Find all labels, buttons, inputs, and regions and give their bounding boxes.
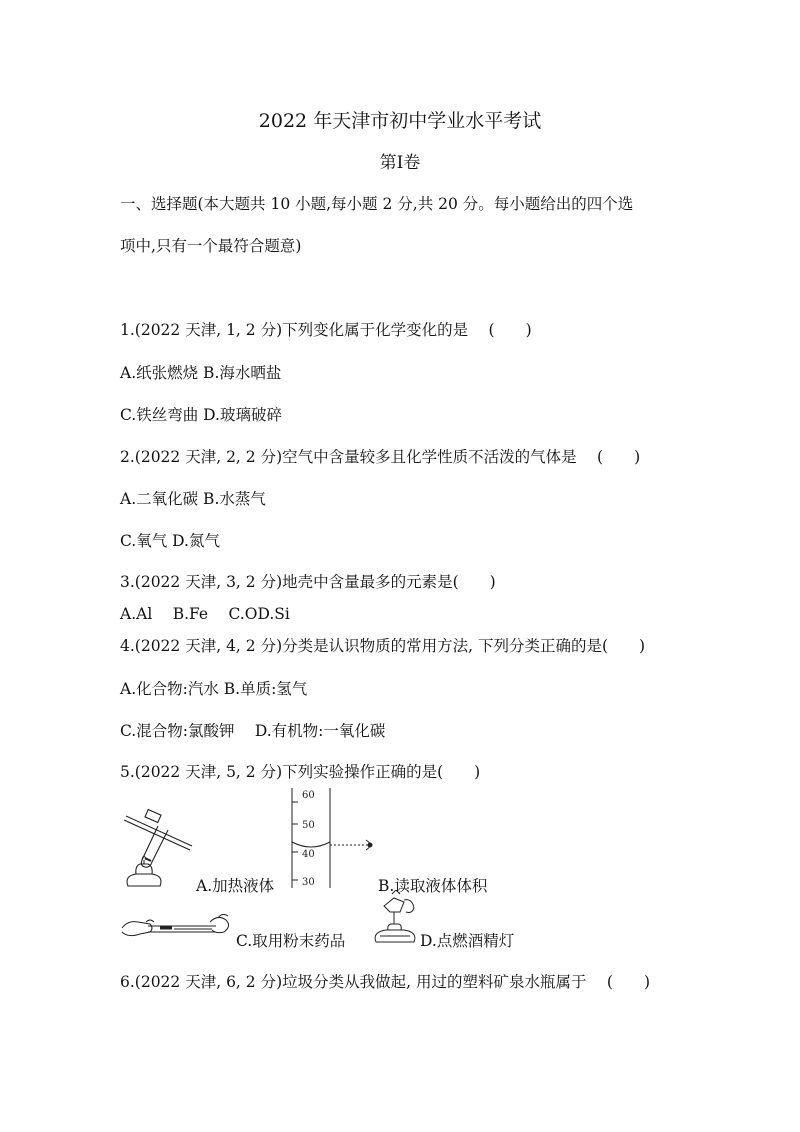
powder-reagent-figure bbox=[120, 906, 238, 946]
section-instructions-line1: 一、选择题(本大题共 10 小题,每小题 2 分,共 20 分。每小题给出的四个选 bbox=[120, 195, 634, 213]
question-2-options-ab: A.二氧化碳 B.水蒸气 bbox=[120, 490, 266, 508]
cylinder-tick-60: 60 bbox=[302, 790, 315, 801]
figure-b-label: B.读取液体体积 bbox=[378, 877, 488, 895]
alcohol-lamp-figure bbox=[370, 890, 422, 946]
page-title: 2022 年天津市初中学业水平考试 bbox=[258, 110, 542, 132]
question-2-stem: 2.(2022 天津, 2, 2 分)空气中含量较多且化学性质不活泼的气体是 ( ) bbox=[120, 448, 641, 466]
figure-c-label: C.取用粉末药品 bbox=[236, 932, 346, 950]
figure-d-label: D.点燃酒精灯 bbox=[420, 932, 515, 950]
question-5-stem: 5.(2022 天津, 5, 2 分)下列实验操作正确的是( ) bbox=[120, 763, 481, 781]
cylinder-tick-30: 30 bbox=[302, 877, 315, 888]
section-instructions-line2: 项中,只有一个最符合题意) bbox=[120, 237, 302, 255]
volume-label: 第Ⅰ卷 bbox=[379, 153, 421, 173]
question-4-options-ab: A.化合物:汽水 B.单质:氢气 bbox=[120, 680, 308, 698]
question-3-options: A.Al B.Fe C.OD.Si bbox=[120, 605, 290, 623]
heating-liquid-figure bbox=[118, 800, 198, 892]
question-1-options-ab: A.纸张燃烧 B.海水晒盐 bbox=[120, 364, 282, 382]
question-1-options-cd: C.铁丝弯曲 D.玻璃破碎 bbox=[120, 406, 282, 424]
graduated-cylinder-figure bbox=[286, 784, 386, 892]
cylinder-tick-50: 50 bbox=[302, 820, 315, 831]
question-3-stem: 3.(2022 天津, 3, 2 分)地壳中含量最多的元素是( ) bbox=[120, 573, 496, 591]
question-2-options-cd: C.氧气 D.氮气 bbox=[120, 532, 220, 550]
figure-a-label: A.加热液体 bbox=[196, 877, 275, 895]
cylinder-tick-40: 40 bbox=[302, 849, 315, 860]
question-4-stem: 4.(2022 天津, 4, 2 分)分类是认识物质的常用方法, 下列分类正确的是( ) bbox=[120, 637, 646, 655]
question-4-options-cd: C.混合物:氯酸钾 D.有机物:一氧化碳 bbox=[120, 722, 386, 740]
question-6-stem: 6.(2022 天津, 6, 2 分)垃圾分类从我做起, 用过的塑料矿泉水瓶属于 ( ) bbox=[120, 973, 650, 991]
question-1-stem: 1.(2022 天津, 1, 2 分)下列变化属于化学变化的是 ( ) bbox=[120, 321, 532, 339]
